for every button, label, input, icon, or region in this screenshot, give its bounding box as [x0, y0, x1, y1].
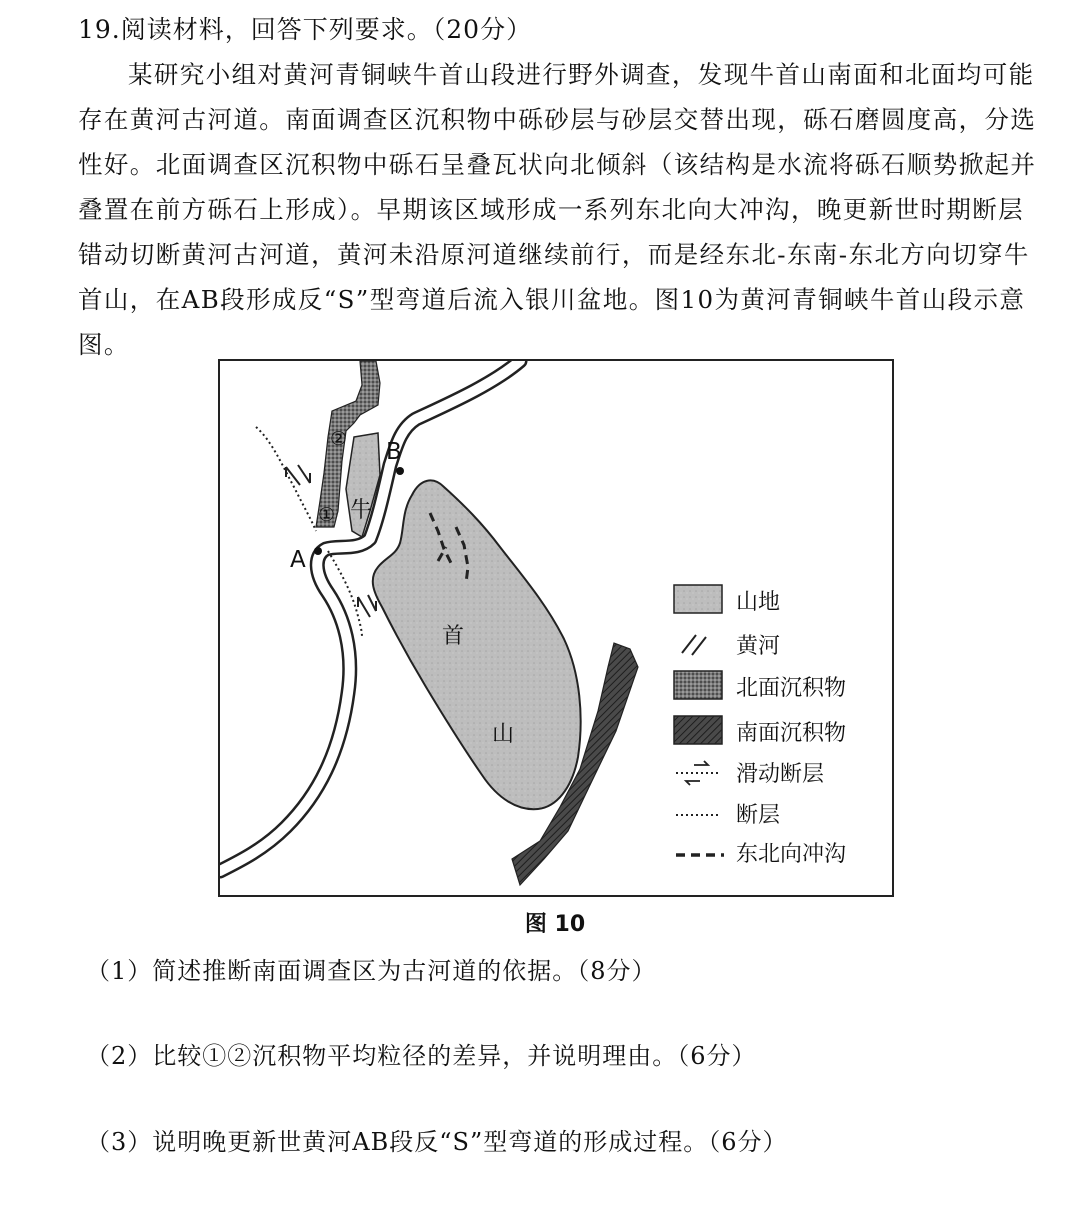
figure-map — [218, 359, 894, 897]
sub-question-3: （3）说明晚更新世黄河AB段反“S”型弯道的形成过程。（6分） — [86, 1128, 788, 1156]
legend-swatch-north-sediment — [674, 671, 722, 699]
legend-swatch-south-sediment — [674, 716, 722, 744]
point-b-dot — [396, 467, 404, 475]
question-passage: 某研究小组对黄河青铜峡牛首山段进行野外调查，发现牛首山南面和北面均可能存在黄河古河道。南面调查区沉积物中砾砂层与砂层交替出现，砾石磨圆度高，分选性好。北面调查区沉积物中砾石呈叠瓦状向北倾斜（该结构是水流将砾石顺势掀起并叠置在前方砾石上形成）。早期该区域形成一系列东北向大冲沟，晚更新世时期断层错动切断黄河古河道，黄河未沿原河道继续前行，而是经东北-东南-东北方向切穿牛首山，在AB段形成反“S”型弯道后流入银川盆地。图10为黄河青铜峡牛首山段示意图。 — [78, 60, 1037, 359]
legend-label-fault: 断层 — [736, 803, 781, 828]
legend-label-north-sediment: 北面沉积物 — [736, 676, 847, 701]
point-a-label: A — [290, 547, 306, 573]
figure-caption: 图 10 — [524, 912, 586, 937]
legend-label-mountain: 山地 — [736, 590, 781, 615]
legend-swatch-river — [682, 635, 706, 655]
question-title: 19.阅读材料，回答下列要求。（20分） — [78, 15, 533, 44]
site-2-label: ② — [330, 428, 348, 450]
mountain-char-niu: 牛 — [350, 498, 373, 523]
point-a-dot — [314, 547, 322, 555]
niushou-mountain — [373, 480, 581, 809]
site-1-label: ① — [318, 504, 336, 526]
map-svg — [220, 361, 894, 897]
point-b-label: B — [386, 439, 402, 465]
sub-question-2: （2）比较①②沉积物平均粒径的差异，并说明理由。（6分） — [86, 1042, 757, 1070]
mountain-char-shan: 山 — [492, 722, 515, 747]
legend-swatch-mountain — [674, 585, 722, 613]
legend-swatch-sliding-fault — [676, 761, 718, 785]
legend-label-river: 黄河 — [736, 634, 781, 659]
legend-label-south-sediment: 南面沉积物 — [736, 721, 847, 746]
sub-question-1: （1）简述推断南面调查区为古河道的依据。（8分） — [86, 957, 657, 985]
legend-label-gully: 东北向冲沟 — [736, 842, 847, 867]
legend-label-sliding-fault: 滑动断层 — [736, 762, 825, 787]
mountain-char-shou: 首 — [442, 624, 465, 649]
map-legend — [674, 585, 846, 867]
